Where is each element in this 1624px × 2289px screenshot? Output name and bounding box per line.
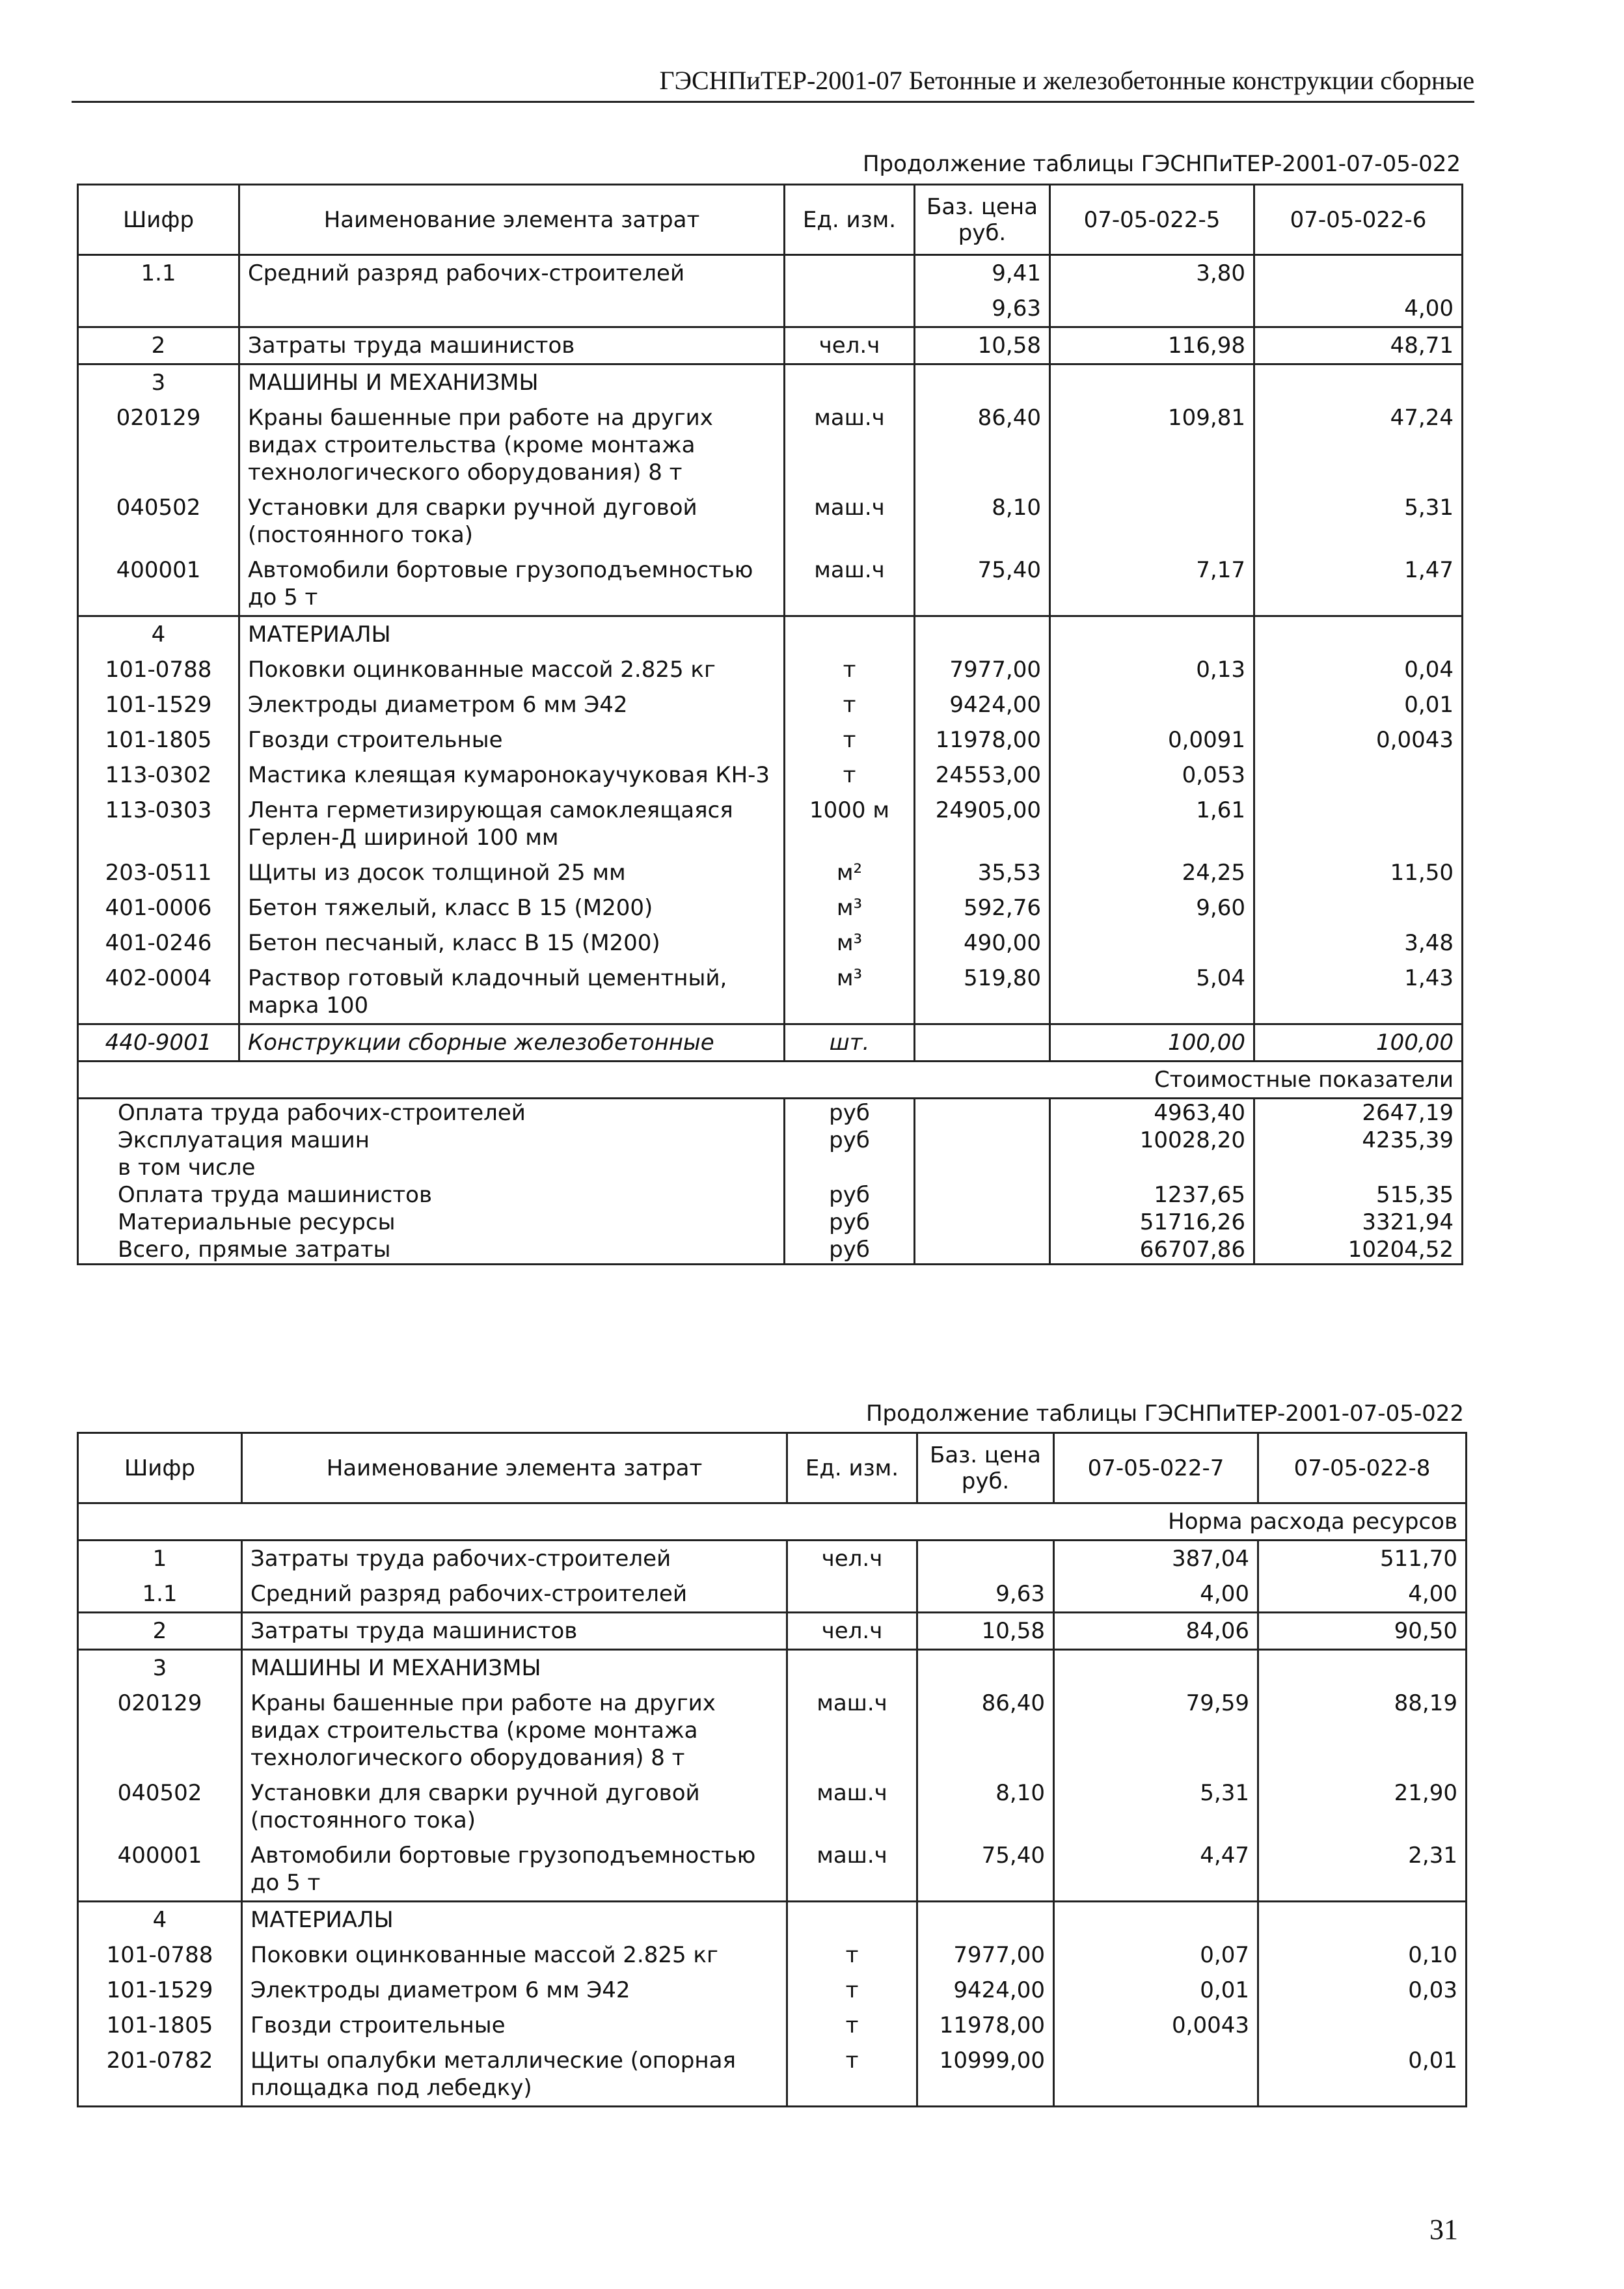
cell-name: Средний разряд рабочих-строителей <box>242 1576 787 1613</box>
cell-value-2: 0,04 <box>1254 652 1463 687</box>
cell-value-1: 100,00 <box>1050 1024 1254 1062</box>
summary-value-2 <box>1254 1154 1463 1181</box>
cell-code: 3 <box>78 1650 242 1686</box>
cell-unit: чел.ч <box>785 327 915 364</box>
cell-name: Конструкции сборные железобетонные <box>239 1024 785 1062</box>
cell-unit: маш.ч <box>787 1686 917 1775</box>
header-col-6: 07-05-022-6 <box>1254 185 1463 255</box>
cell-price: 10,58 <box>915 327 1050 364</box>
summary-label: Оплата труда рабочих-строителей <box>78 1099 785 1127</box>
cell-unit: маш.ч <box>787 1838 917 1902</box>
cell-price: 8,10 <box>917 1775 1054 1838</box>
norm-title-row <box>78 1503 1467 1541</box>
cell-value-1: 5,31 <box>1054 1775 1258 1838</box>
cell-unit <box>785 291 915 327</box>
cell-code: 020129 <box>78 1686 242 1775</box>
cell-unit: 1000 м <box>785 793 915 855</box>
cell-name: Затраты труда рабочих-строителей <box>242 1541 787 1577</box>
cell-value-1 <box>1050 364 1254 401</box>
summary-value-2: 4235,39 <box>1254 1127 1463 1154</box>
cell-code: 201-0782 <box>78 2043 242 2107</box>
cell-value-1: 0,07 <box>1054 1938 1258 1973</box>
cell-unit: м³ <box>785 890 915 925</box>
cell-value-1: 0,0091 <box>1050 722 1254 758</box>
cell-value-1: 0,01 <box>1054 1973 1258 2008</box>
cell-price <box>915 1024 1050 1062</box>
cell-value-1 <box>1054 1902 1258 1938</box>
cell-name: Электроды диаметром 6 мм Э42 <box>242 1973 787 2008</box>
norm-title: Норма расхода ресурсов <box>78 1503 1467 1541</box>
summary-unit: руб <box>785 1181 915 1209</box>
cell-price: 9424,00 <box>915 687 1050 722</box>
cell-code: 2 <box>78 327 239 364</box>
summary-label: в том числе <box>78 1154 785 1181</box>
header-col-7: 07-05-022-7 <box>1054 1433 1258 1503</box>
cell-name: Поковки оцинкованные массой 2.825 кг <box>239 652 785 687</box>
cell-name: Автомобили бортовые грузоподъемностью до 5 т <box>242 1838 787 1902</box>
cell-unit: чел.ч <box>787 1613 917 1650</box>
cell-code: 101-1805 <box>78 722 239 758</box>
cell-value-1 <box>1054 2043 1258 2107</box>
cell-value-1 <box>1050 925 1254 961</box>
cell-price: 11978,00 <box>917 2008 1054 2043</box>
cell-value-1: 24,25 <box>1050 855 1254 890</box>
cell-code <box>78 291 239 327</box>
cell-value-1: 1,61 <box>1050 793 1254 855</box>
cell-code: 020129 <box>78 400 239 490</box>
summary-unit: руб <box>785 1099 915 1127</box>
table-row <box>78 1838 1467 1902</box>
cell-unit: шт. <box>785 1024 915 1062</box>
summary-unit: руб <box>785 1209 915 1236</box>
summary-unit: руб <box>785 1236 915 1265</box>
cell-code: 101-1529 <box>78 1973 242 2008</box>
summary-unit <box>785 1154 915 1181</box>
summary-row <box>78 1154 1463 1181</box>
summary-value-1: 1237,65 <box>1050 1181 1254 1209</box>
cell-price: 8,10 <box>915 490 1050 553</box>
cell-name: Бетон тяжелый, класс В 15 (М200) <box>239 890 785 925</box>
cell-value-1: 4,47 <box>1054 1838 1258 1902</box>
summary-label: Эксплуатация машин <box>78 1127 785 1154</box>
table-row <box>78 687 1463 722</box>
cell-price: 35,53 <box>915 855 1050 890</box>
cell-value-1: 84,06 <box>1054 1613 1258 1650</box>
cell-unit: м² <box>785 855 915 890</box>
cell-value-1: 109,81 <box>1050 400 1254 490</box>
cell-value-1: 387,04 <box>1054 1541 1258 1577</box>
summary-price-empty <box>915 1209 1050 1236</box>
summary-price-empty <box>915 1127 1050 1154</box>
summary-price-empty <box>915 1181 1050 1209</box>
cell-code: 440-9001 <box>78 1024 239 1062</box>
cell-name: Щиты из досок толщиной 25 мм <box>239 855 785 890</box>
cell-value-2: 0,03 <box>1258 1973 1467 2008</box>
header-code: Шифр <box>78 185 239 255</box>
summary-value-2: 2647,19 <box>1254 1099 1463 1127</box>
cell-value-2: 511,70 <box>1258 1541 1467 1577</box>
cell-unit: т <box>787 2008 917 2043</box>
cell-value-1 <box>1054 1650 1258 1686</box>
cell-unit: т <box>785 687 915 722</box>
cell-price: 86,40 <box>917 1686 1054 1775</box>
summary-label: Оплата труда машинистов <box>78 1181 785 1209</box>
summary-unit: руб <box>785 1127 915 1154</box>
cell-unit: т <box>785 722 915 758</box>
summary-value-1: 51716,26 <box>1050 1209 1254 1236</box>
cell-unit: т <box>785 652 915 687</box>
table-row <box>78 1576 1467 1613</box>
table-row <box>78 291 1463 327</box>
table-row <box>78 553 1463 616</box>
cell-unit <box>787 1650 917 1686</box>
cell-unit <box>785 255 915 292</box>
cell-name: МАТЕРИАЛЫ <box>239 616 785 653</box>
cell-value-2 <box>1258 1650 1467 1686</box>
cell-code: 1.1 <box>78 1576 242 1613</box>
header-name: Наименование элемента затрат <box>242 1433 787 1503</box>
cell-name: Краны башенные при работе на других видах строительства (кроме монтажа технологического оборудования) 8 т <box>239 400 785 490</box>
cell-price: 24553,00 <box>915 758 1050 793</box>
cell-value-2: 2,31 <box>1258 1838 1467 1902</box>
header-unit: Ед. изм. <box>785 185 915 255</box>
cell-code: 401-0006 <box>78 890 239 925</box>
cell-value-2 <box>1258 2008 1467 2043</box>
cell-unit <box>787 1902 917 1938</box>
table-row <box>78 490 1463 553</box>
cell-value-2 <box>1254 255 1463 292</box>
cell-code: 113-0303 <box>78 793 239 855</box>
cell-code: 3 <box>78 364 239 401</box>
table-row <box>78 1686 1467 1775</box>
cell-price: 9,63 <box>915 291 1050 327</box>
table-row <box>78 793 1463 855</box>
cell-value-2 <box>1254 890 1463 925</box>
summary-title-row <box>78 1062 1463 1099</box>
cell-price <box>915 616 1050 653</box>
header-col-5: 07-05-022-5 <box>1050 185 1254 255</box>
cell-price <box>917 1902 1054 1938</box>
cell-name: Гвозди строительные <box>242 2008 787 2043</box>
page-number: 31 <box>1429 2214 1458 2245</box>
summary-value-2: 3321,94 <box>1254 1209 1463 1236</box>
table-row <box>78 722 1463 758</box>
summary-title: Стоимостные показатели <box>78 1062 1463 1099</box>
cell-name: Мастика клеящая кумаронокаучуковая КН-3 <box>239 758 785 793</box>
cell-value-2: 0,01 <box>1258 2043 1467 2107</box>
cell-code: 101-1529 <box>78 687 239 722</box>
table-row <box>78 1902 1467 1938</box>
cell-unit: т <box>787 1938 917 1973</box>
cell-value-2: 88,19 <box>1258 1686 1467 1775</box>
table-row <box>78 1613 1467 1650</box>
table-row <box>78 1938 1467 1973</box>
cell-price: 10,58 <box>917 1613 1054 1650</box>
cell-name: МАШИНЫ И МЕХАНИЗМЫ <box>242 1650 787 1686</box>
cell-price: 592,76 <box>915 890 1050 925</box>
table-row <box>78 1024 1463 1062</box>
cell-name: Автомобили бортовые грузоподъемностью до 5 т <box>239 553 785 616</box>
summary-price-empty <box>915 1154 1050 1181</box>
header-price: Баз. цена руб. <box>915 185 1050 255</box>
cell-code: 113-0302 <box>78 758 239 793</box>
cell-price: 10999,00 <box>917 2043 1054 2107</box>
cell-code: 1.1 <box>78 255 239 292</box>
summary-row <box>78 1236 1463 1265</box>
cell-name: Гвозди строительные <box>239 722 785 758</box>
cell-code: 400001 <box>78 1838 242 1902</box>
table-row <box>78 616 1463 653</box>
table-row <box>78 925 1463 961</box>
cell-value-2: 0,01 <box>1254 687 1463 722</box>
cell-value-2: 3,48 <box>1254 925 1463 961</box>
summary-row <box>78 1099 1463 1127</box>
cell-value-1: 79,59 <box>1054 1686 1258 1775</box>
summary-price-empty <box>915 1099 1050 1127</box>
cell-unit: маш.ч <box>787 1775 917 1838</box>
cell-unit <box>787 1576 917 1613</box>
table-row <box>78 2008 1467 2043</box>
cell-name: Затраты труда машинистов <box>242 1613 787 1650</box>
summary-label: Всего, прямые затраты <box>78 1236 785 1265</box>
cell-code: 040502 <box>78 490 239 553</box>
cell-value-2: 11,50 <box>1254 855 1463 890</box>
table1-caption: Продолжение таблицы ГЭСНПиТЕР-2001-07-05-022 <box>862 151 1461 177</box>
summary-value-1: 66707,86 <box>1050 1236 1254 1265</box>
cell-price <box>917 1541 1054 1577</box>
cell-code: 2 <box>78 1613 242 1650</box>
cell-name: МАШИНЫ И МЕХАНИЗМЫ <box>239 364 785 401</box>
cell-value-2: 1,47 <box>1254 553 1463 616</box>
cell-price <box>915 364 1050 401</box>
cell-code: 101-0788 <box>78 1938 242 1973</box>
table-row <box>78 961 1463 1024</box>
table-row <box>78 2043 1467 2107</box>
cell-value-1: 4,00 <box>1054 1576 1258 1613</box>
cell-value-2 <box>1254 364 1463 401</box>
cell-name <box>239 291 785 327</box>
header-code: Шифр <box>78 1433 242 1503</box>
cell-price: 7977,00 <box>915 652 1050 687</box>
table-row <box>78 255 1463 292</box>
cell-value-1: 0,053 <box>1050 758 1254 793</box>
header-unit: Ед. изм. <box>787 1433 917 1503</box>
cell-code: 4 <box>78 1902 242 1938</box>
cell-value-2: 5,31 <box>1254 490 1463 553</box>
cell-code: 203-0511 <box>78 855 239 890</box>
cell-price: 11978,00 <box>915 722 1050 758</box>
cell-value-2: 90,50 <box>1258 1613 1467 1650</box>
resource-table-2 <box>77 1432 1467 2107</box>
table-row <box>78 890 1463 925</box>
cell-value-1: 116,98 <box>1050 327 1254 364</box>
summary-price-empty <box>915 1236 1050 1265</box>
table-row <box>78 364 1463 401</box>
cell-name: Щиты опалубки металлические (опорная площадка под лебедку) <box>242 2043 787 2107</box>
table-row <box>78 327 1463 364</box>
summary-value-2: 515,35 <box>1254 1181 1463 1209</box>
cell-value-2: 48,71 <box>1254 327 1463 364</box>
cell-unit: маш.ч <box>785 490 915 553</box>
cell-price: 24905,00 <box>915 793 1050 855</box>
header-price: Баз. цена руб. <box>917 1433 1054 1503</box>
cell-name: МАТЕРИАЛЫ <box>242 1902 787 1938</box>
summary-value-1 <box>1050 1154 1254 1181</box>
cell-code: 101-1805 <box>78 2008 242 2043</box>
cell-price <box>917 1650 1054 1686</box>
header-name: Наименование элемента затрат <box>239 185 785 255</box>
cell-unit: маш.ч <box>785 553 915 616</box>
summary-label: Материальные ресурсы <box>78 1209 785 1236</box>
cell-value-2 <box>1258 1902 1467 1938</box>
cell-value-2: 0,10 <box>1258 1938 1467 1973</box>
cell-code: 101-0788 <box>78 652 239 687</box>
resource-table-1 <box>77 184 1463 1265</box>
table-row <box>78 1650 1467 1686</box>
cell-value-2 <box>1254 793 1463 855</box>
cell-code: 1 <box>78 1541 242 1577</box>
summary-value-1: 10028,20 <box>1050 1127 1254 1154</box>
table-row <box>78 652 1463 687</box>
table-row <box>78 1541 1467 1577</box>
cell-name: Поковки оцинкованные массой 2.825 кг <box>242 1938 787 1973</box>
cell-value-1: 9,60 <box>1050 890 1254 925</box>
cell-code: 401-0246 <box>78 925 239 961</box>
cell-unit: т <box>785 758 915 793</box>
cell-value-2 <box>1254 758 1463 793</box>
table-row <box>78 758 1463 793</box>
cell-value-2 <box>1254 616 1463 653</box>
summary-value-1: 4963,40 <box>1050 1099 1254 1127</box>
table-row <box>78 1973 1467 2008</box>
cell-value-1: 5,04 <box>1050 961 1254 1024</box>
cell-value-1: 7,17 <box>1050 553 1254 616</box>
cell-code: 040502 <box>78 1775 242 1838</box>
cell-price: 9424,00 <box>917 1973 1054 2008</box>
cell-value-2: 1,43 <box>1254 961 1463 1024</box>
cell-code: 400001 <box>78 553 239 616</box>
cell-price: 9,63 <box>917 1576 1054 1613</box>
cell-unit: т <box>787 2043 917 2107</box>
cell-name: Установки для сварки ручной дуговой (постоянного тока) <box>242 1775 787 1838</box>
cell-value-2: 4,00 <box>1258 1576 1467 1613</box>
cell-value-1 <box>1050 616 1254 653</box>
cell-code: 402-0004 <box>78 961 239 1024</box>
cell-name: Электроды диаметром 6 мм Э42 <box>239 687 785 722</box>
cell-value-2: 0,0043 <box>1254 722 1463 758</box>
cell-value-2: 100,00 <box>1254 1024 1463 1062</box>
summary-row <box>78 1127 1463 1154</box>
running-header: ГЭСНПиТЕР-2001-07 Бетонные и железобетонные конструкции сборные <box>72 65 1474 103</box>
cell-value-2: 4,00 <box>1254 291 1463 327</box>
cell-price: 9,41 <box>915 255 1050 292</box>
header-col-8: 07-05-022-8 <box>1258 1433 1467 1503</box>
cell-price: 519,80 <box>915 961 1050 1024</box>
cell-price: 7977,00 <box>917 1938 1054 1973</box>
cell-name: Установки для сварки ручной дуговой (постоянного тока) <box>239 490 785 553</box>
cell-value-1 <box>1050 490 1254 553</box>
cell-name: Бетон песчаный, класс В 15 (М200) <box>239 925 785 961</box>
cell-name: Раствор готовый кладочный цементный, марка 100 <box>239 961 785 1024</box>
cell-unit: м³ <box>785 961 915 1024</box>
cell-value-1 <box>1050 687 1254 722</box>
cell-unit <box>785 364 915 401</box>
cell-value-1: 0,13 <box>1050 652 1254 687</box>
cell-unit: маш.ч <box>785 400 915 490</box>
cell-price: 490,00 <box>915 925 1050 961</box>
table-row <box>78 400 1463 490</box>
cell-name: Лента герметизирующая самоклеящаяся Герлен-Д шириной 100 мм <box>239 793 785 855</box>
table2-caption: Продолжение таблицы ГЭСНПиТЕР-2001-07-05-022 <box>865 1401 1464 1427</box>
summary-row <box>78 1209 1463 1236</box>
cell-name: Затраты труда машинистов <box>239 327 785 364</box>
cell-unit: м³ <box>785 925 915 961</box>
summary-value-2: 10204,52 <box>1254 1236 1463 1265</box>
cell-unit: чел.ч <box>787 1541 917 1577</box>
cell-value-2: 21,90 <box>1258 1775 1467 1838</box>
cell-unit: т <box>787 1973 917 2008</box>
cell-value-1 <box>1050 291 1254 327</box>
cell-code: 4 <box>78 616 239 653</box>
table-row <box>78 855 1463 890</box>
cell-value-2: 47,24 <box>1254 400 1463 490</box>
cell-name: Средний разряд рабочих-строителей <box>239 255 785 292</box>
cell-price: 75,40 <box>915 553 1050 616</box>
cell-unit <box>785 616 915 653</box>
summary-row <box>78 1181 1463 1209</box>
cell-name: Краны башенные при работе на других видах строительства (кроме монтажа технологического оборудования) 8 т <box>242 1686 787 1775</box>
cell-price: 86,40 <box>915 400 1050 490</box>
cell-value-1: 0,0043 <box>1054 2008 1258 2043</box>
table-row <box>78 1775 1467 1838</box>
cell-value-1: 3,80 <box>1050 255 1254 292</box>
cell-price: 75,40 <box>917 1838 1054 1902</box>
